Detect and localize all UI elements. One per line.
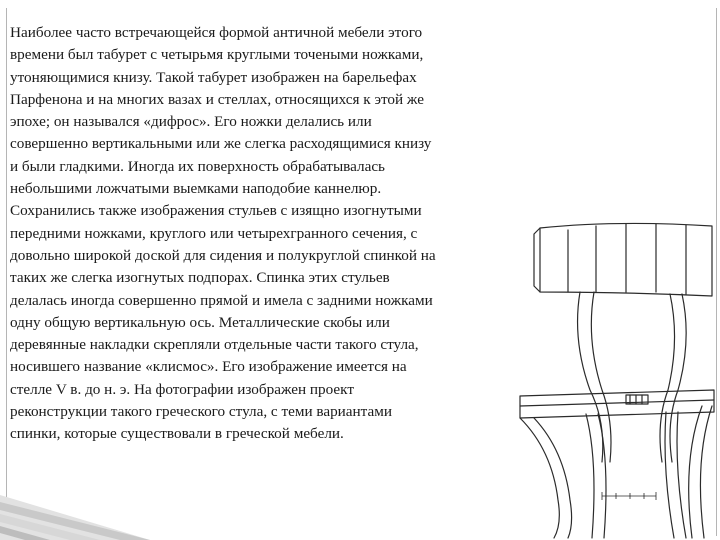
- decorative-stripes: [0, 440, 150, 540]
- klismos-chair-drawing: [506, 200, 720, 540]
- body-paragraph: Наиболее часто встречающейся формой античной мебели этого времени был табурет с четырьмя круглыми точеными ножками, утоняющимися книзу. Такой табурет изображен на барельефах Парфенона и на многих вазах и стеллах, относящихся к этой же эпохе; он назывался «дифрос». Его ножки делались или совершенно вертикальными или же слегка расходящимися книзу и были гладкими. Иногда их поверхность обрабатывалась небольшими ложчатыми выемками наподобие каннелюр. Сохранились также изображения стульев с изящно изогнутыми передними ножками, круглого или четырехгранного сечения, с довольно широкой доской для сидения и полукруглой спинкой на таких же слегка изогнутых подпорах. Спинка этих стульев делалась иногда совершенно прямой и имела с задними ножками одну общую вертикальную ось. Металлические скобы или деревянные накладки скрепляли отдельные части такого стула, носившего название «клисмос». Его изображение имеется на стелле V в. до н. э. На фотографии изображен проект реконструкции такого греческого стула, с теми вариантами спинки, которые существовали в греческой мебели.: [10, 24, 436, 443]
